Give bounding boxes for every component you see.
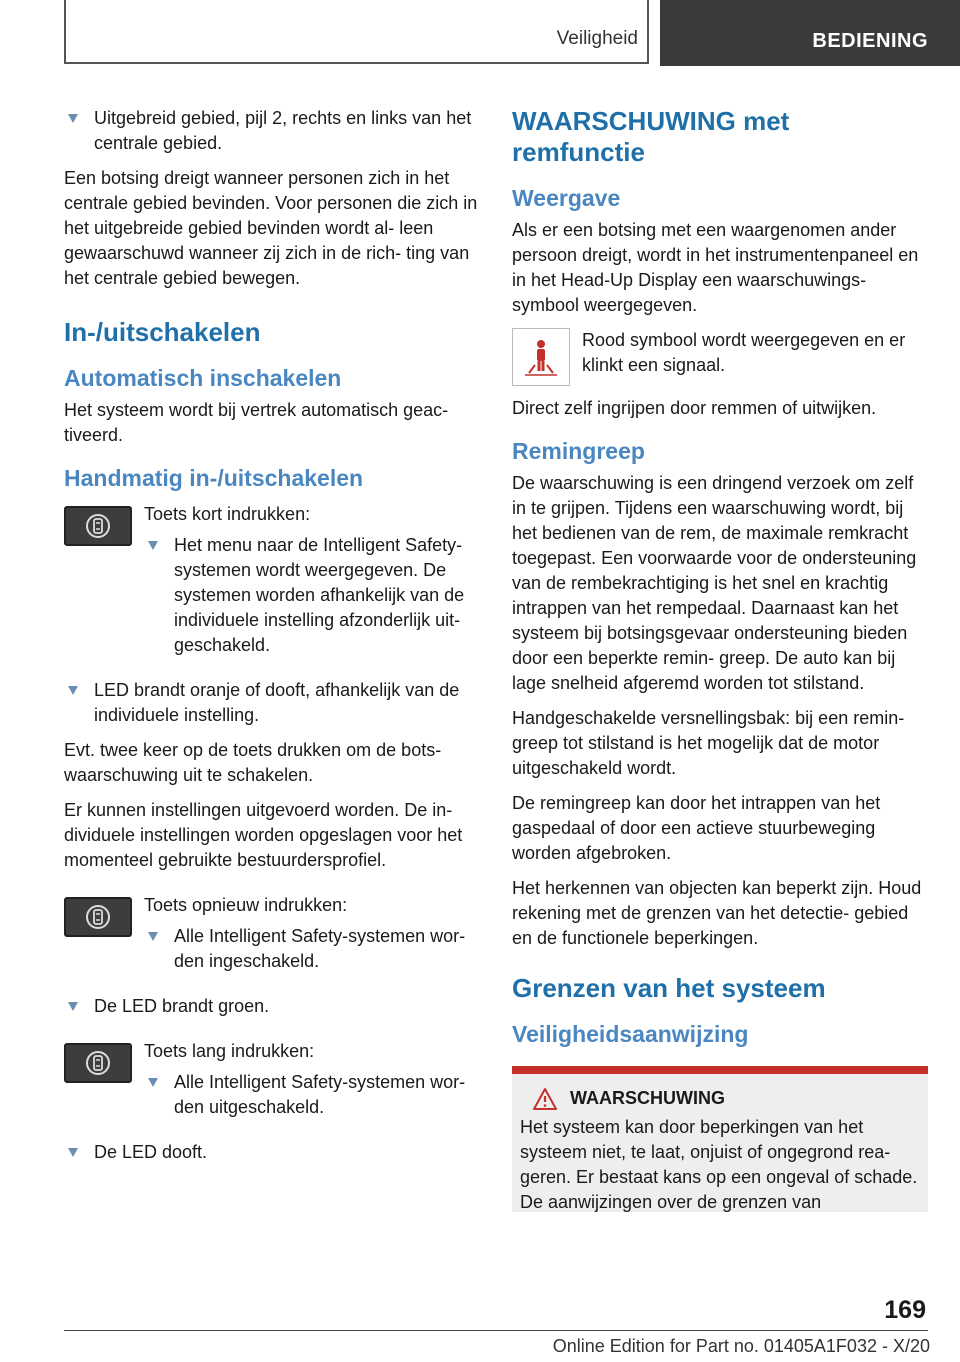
bullet-item — [144, 533, 479, 658]
paragraph: Evt. twee keer op de toets drukken om de bots‐ waarschuwing uit te schakelen. — [64, 740, 442, 785]
bullet-text: Alle Intelligent Safety-systemen wor‐ den ingeschakeld. — [174, 926, 466, 971]
subsection-heading: Weergave — [512, 185, 621, 211]
subsection-heading: Handmatig in-/uitschakelen — [64, 465, 364, 491]
page-number: 169 — [884, 1296, 926, 1324]
figure-caption: Toets lang indrukken: — [144, 1041, 315, 1061]
paragraph: Er kunnen instellingen uitgevoerd worden. De in‐ dividuele instellingen worden opgeslagen voor het momenteel gebruikte bestuurdersprofiel. — [64, 800, 463, 870]
bullet-text: Uitgebreid gebied, pijl 2, rechts en links van het centrale gebied. — [94, 108, 472, 153]
figure-row — [512, 328, 928, 386]
bullet-text: De LED brandt groen. — [94, 996, 270, 1016]
figure-text — [144, 893, 479, 984]
figure-caption: Rood symbool wordt weergegeven en er klinkt een signaal. — [582, 330, 906, 375]
bullet-triangle-icon — [68, 1002, 78, 1011]
footer-divider — [64, 1330, 928, 1331]
paragraph: Het systeem wordt bij vertrek automatisch geac‐ tiveerd. — [64, 400, 449, 445]
bullet-triangle-icon — [68, 1148, 78, 1157]
bullet-item — [64, 1140, 479, 1165]
section-heading: In-/uitschakelen — [64, 317, 261, 347]
paragraph: Als er een botsing met een waargenomen ander persoon dreigt, wordt in het instrumentenpaneel en in het Head-Up Display een waarschuwings‐ symbool weergegeven. — [512, 220, 919, 315]
bullet-text: Alle Intelligent Safety-systemen wor‐ den uitgeschakeld. — [174, 1072, 466, 1117]
figure-row — [64, 893, 479, 984]
paragraph: Een botsing dreigt wanneer personen zich in het centrale gebied bevinden. Voor personen die zich in het uitgebreide gebied bevinden wordt al‐ leen gewaarschuwd wanneer zij zich in de rich‐ ting van het centrale gebied bewegen. — [64, 168, 478, 288]
bullet-item — [64, 994, 479, 1019]
warning-title-row — [520, 1086, 920, 1111]
header-chapter-tab — [660, 0, 960, 66]
figure-text — [144, 502, 479, 668]
intelligent-safety-icon — [84, 903, 112, 931]
warning-title: WAARSCHUWING — [570, 1088, 725, 1108]
warning-box — [512, 1066, 928, 1212]
paragraph: De remingreep kan door het intrappen van het gaspedaal of door een actieve stuurbeweging worden afgebroken. — [512, 793, 881, 863]
figure-row — [64, 502, 479, 668]
bullet-text: Het menu naar de Intelligent Safety- systemen wordt weergegeven. De systemen worden afhankelijk van de individuele instelling afzonderlijk uit‐ geschakeld. — [174, 535, 465, 655]
bullet-triangle-icon — [68, 686, 78, 695]
bullet-item — [64, 678, 479, 728]
paragraph: De waarschuwing is een dringend verzoek om zelf in te grijpen. Tijdens een waarschuwing wordt, bij het bedienen van de rem, de maximale remkracht toegepast. Een voorwaarde voor de ondersteuning van de rembekrachtiging is het snel en krachtig intrappen van het rempedaal. Daarnaast kan het systeem bij botsingsgevaar ondersteuning bieden door een beperkte remin‐ greep. De auto kan bij lage snelheid afgeremd worden tot stilstand. — [512, 473, 917, 693]
figure-row — [64, 1039, 479, 1130]
intelligent-safety-icon — [84, 512, 112, 540]
section-heading: Grenzen van het systeem — [512, 973, 826, 1003]
pedestrian-warning-icon — [521, 337, 561, 377]
warning-triangle-icon — [532, 1087, 558, 1111]
bullet-triangle-icon — [148, 541, 158, 550]
bullet-text: De LED dooft. — [94, 1142, 208, 1162]
footer-edition-text: Online Edition for Part no. 01405A1F032 - X/20 — [552, 1336, 930, 1356]
pedestrian-warning-symbol — [512, 328, 570, 386]
intelligent-safety-icon — [84, 1049, 112, 1077]
header-section-title: Veiligheid — [556, 28, 638, 49]
bullet-item — [64, 106, 479, 156]
subsection-heading: Remingreep — [512, 438, 645, 464]
figure-text — [144, 1039, 479, 1130]
safety-button-image — [64, 897, 132, 937]
section-heading: WAARSCHUWING met remfunctie — [512, 106, 790, 167]
safety-button-image — [64, 1043, 132, 1083]
left-column — [64, 106, 479, 1175]
bullet-item — [144, 924, 479, 974]
paragraph: Direct zelf ingrijpen door remmen of uitwijken. — [512, 398, 877, 418]
bullet-triangle-icon — [148, 932, 158, 941]
figure-caption: Toets kort indrukken: — [144, 504, 311, 524]
right-column — [512, 106, 928, 1212]
subsection-heading: Veiligheidsaanwijzing — [512, 1021, 749, 1047]
bullet-triangle-icon — [68, 114, 78, 123]
warning-text: Het systeem kan door beperkingen van het systeem niet, te laat, onjuist of ongegrond rea‐ geren. Er bestaat kans op een ongeval of schade. De aanwijzingen over de grenzen van — [520, 1117, 918, 1212]
bullet-text: LED brandt oranje of dooft, afhankelijk van de individuele instelling. — [94, 680, 460, 725]
figure-caption: Toets opnieuw indrukken: — [144, 895, 348, 915]
bullet-item — [144, 1070, 479, 1120]
chapter-label: BEDIENING — [812, 30, 928, 52]
safety-button-image — [64, 506, 132, 546]
subsection-heading: Automatisch inschakelen — [64, 365, 342, 391]
paragraph: Het herkennen van objecten kan beperkt zijn. Houd rekening met de grenzen van het detectie‐ gebied en de functionele beperkingen. — [512, 878, 922, 948]
bullet-triangle-icon — [148, 1078, 158, 1087]
paragraph: Handgeschakelde versnellingsbak: bij een remin‐ greep tot stilstand is het mogelijk dat de motor uitgeschakeld wordt. — [512, 708, 905, 778]
